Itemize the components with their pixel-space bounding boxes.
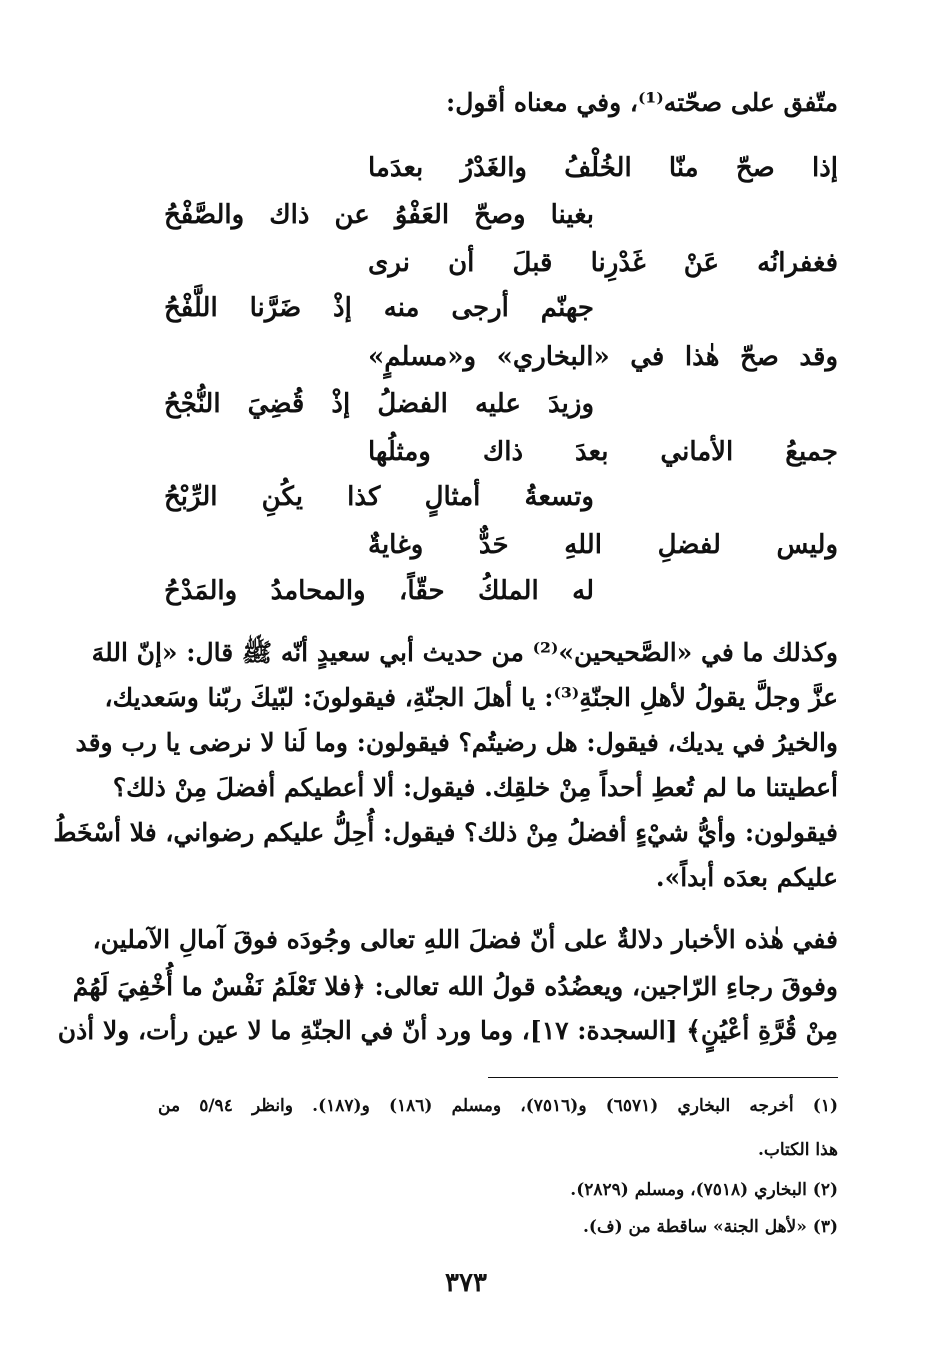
verse-3-first-hemistich: وقد صحّ هٰذا في «البخاري» و«مسلمٍ» (368, 342, 838, 372)
closing-line-2: وفوقَ رجاءِ الرّاجين، ويعضُدُه قولُ الله تعالى: ﴿فلا تَعْلَمُ نَفْسٌ ما أُخْفِيَ لَهُمْ (72, 972, 838, 1001)
closing-line-3: مِنْ قُرَّةِ أعْيُنٍ﴾ [السجدة: ١٧]، وما ورد أنّ في الجنّةِ ما لا عين رأت، ولا أذن (57, 1016, 838, 1045)
hadith-line-5: فيقولون: وأيُّ شيْءٍ أفضلُ مِنْ ذلك؟ فيقول: أُحِلُّ عليكم رضواني، فلا أسْخَطُ (53, 818, 838, 847)
verse-2-first-hemistich: فغفرانُه عَنْ غَدْرِنا قبلَ أن نرى (368, 248, 838, 278)
hadith-line-6: عليكم بعدَه أبداً». (655, 863, 838, 892)
verse-3-second-hemistich: وزيدَ عليه الفضلُ إذْ قُضِيَ النُّجْحُ (164, 389, 594, 419)
footnote-2: (٢) البخاري (٧٥١٨)، ومسلم (٢٨٢٩). (570, 1180, 838, 1200)
verse-2-second-hemistich: جهنّم أرجى منه إذْ ضَرَّنا اللَّفْحُ (164, 293, 594, 323)
footnote-1-line-2: هذا الكتاب. (757, 1140, 838, 1160)
footnote-3: (٣) «لأهل الجنة» ساقطة من (ف). (582, 1217, 838, 1237)
intro-line: متّفق على صحّته⁽¹⁾، وفي معناه أقول: (446, 88, 838, 117)
footnote-1-line-1: (١) أخرجه البخاري (٦٥٧١) و(٧٥١٦)، ومسلم (١٨٦) و(١٨٧). وانظر ٥/٩٤ من (158, 1096, 838, 1116)
closing-line-1: ففي هٰذه الأخبار دلالةٌ على أنّ فضلَ اللهِ تعالى وجُودَه فوقَ آمالِ الآملين، (92, 925, 838, 954)
page-number: ٣٧٣ (445, 1268, 487, 1298)
verse-5-second-hemistich: له الملكُ حقّاً، والمحامدُ والمَدْحُ (164, 576, 594, 606)
verse-4-second-hemistich: وتسعةُ أمثالٍ كذا يكُنِ الرِّبْحُ (164, 482, 594, 512)
hadith-line-3: والخيرُ في يديك، فيقول: هل رضيتُم؟ فيقولون: وما لَنا لا نرضى يا رب وقد (75, 728, 838, 757)
verse-1-second-hemistich: بغينا وصحّ العَفْوُ عن ذاك والصَّفْحُ (164, 200, 594, 230)
verse-5-first-hemistich: وليس لفضلِ اللهِ حَدٌّ وغايةٌ (368, 530, 838, 560)
verse-4-first-hemistich: جميعُ الأماني بعدَ ذاك ومثلُها (368, 437, 838, 467)
hadith-line-2: عزَّ وجلَّ يقولُ لأهلِ الجنّةِ⁽³⁾: يا أهلَ الجنّةِ، فيقولونَ: لبّيكَ ربّنا وسَعديك، (104, 683, 838, 712)
hadith-line-1: وكذلك ما في «الصَّحيحين»⁽²⁾ من حديث أبي سعيدٍ أنّه ﷺ قال: «إنّ اللهَ (91, 638, 838, 667)
verse-1-first-hemistich: إذا صحّ منّا الخُلْفُ والغَدْرُ بعدَما (368, 153, 838, 183)
hadith-line-4: أعطيتنا ما لم تُعطِ أحداً مِنْ خلقِك. فيقول: ألا أعطيكم أفضلَ مِنْ ذلك؟ (112, 773, 838, 802)
footnote-separator (488, 1077, 838, 1078)
